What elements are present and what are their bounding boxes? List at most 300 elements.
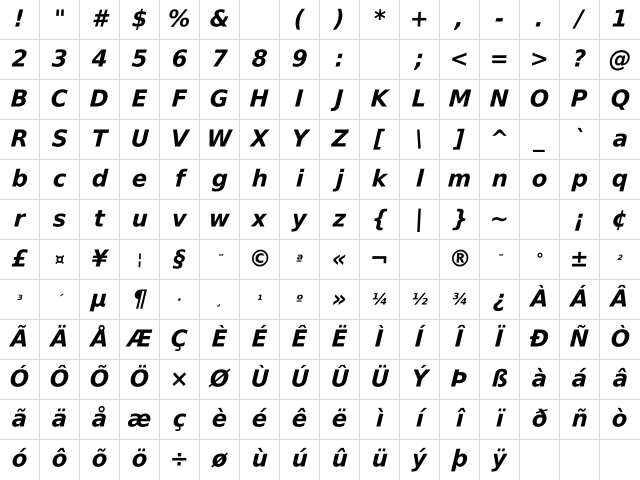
glyph-cell-r5-c4 <box>120 160 160 200</box>
glyph-character: Ê <box>291 325 308 353</box>
glyph-character: þ <box>450 446 469 473</box>
glyph-character: ¢ <box>611 205 629 233</box>
glyph-cell-r4-c9 <box>320 120 360 160</box>
glyph-cell-r7-c13 <box>480 240 520 280</box>
glyph-character: f <box>173 165 186 193</box>
glyph-character: F <box>171 85 188 113</box>
glyph-character: \ <box>414 125 425 153</box>
glyph-cell-r10-c5 <box>160 360 200 400</box>
glyph-character: ¬ <box>369 245 390 273</box>
glyph-character: ® <box>447 245 472 273</box>
glyph-cell-r9-c13 <box>480 320 520 360</box>
glyph-cell-r7-c4 <box>120 240 160 280</box>
glyph-character: Õ <box>89 365 110 393</box>
glyph-character: Ä <box>50 325 69 353</box>
glyph-cell-r9-c12 <box>440 320 480 360</box>
glyph-cell-r10-c13 <box>480 360 520 400</box>
glyph-cell-r1-c6 <box>200 0 240 40</box>
glyph-cell-r7-c9 <box>320 240 360 280</box>
glyph-cell-r9-c14 <box>520 320 560 360</box>
glyph-cell-r6-c1 <box>0 200 40 240</box>
glyph-character: À <box>530 285 549 313</box>
glyph-cell-r5-c7 <box>240 160 280 200</box>
glyph-character: C <box>50 85 69 113</box>
glyph-character: E <box>131 85 148 113</box>
glyph-cell-r11-c16 <box>600 400 640 440</box>
glyph-cell-r4-c2 <box>40 120 80 160</box>
glyph-character: ç <box>172 405 187 433</box>
glyph-cell-r12-c13 <box>480 440 520 480</box>
glyph-cell-r9-c7 <box>240 320 280 360</box>
glyph-cell-r1-c1 <box>0 0 40 40</box>
glyph-cell-r7-c16 <box>600 240 640 280</box>
glyph-character <box>419 252 420 267</box>
glyph-character: h <box>250 165 269 193</box>
glyph-character: ± <box>569 245 590 273</box>
glyph-cell-r9-c1 <box>0 320 40 360</box>
glyph-character: > <box>529 45 550 73</box>
glyph-character: J <box>334 85 345 113</box>
glyph-cell-r11-c11 <box>400 400 440 440</box>
glyph-cell-r10-c14 <box>520 360 560 400</box>
glyph-cell-r12-c15 <box>560 440 600 480</box>
glyph-cell-r9-c3 <box>80 320 120 360</box>
glyph-character: L <box>411 85 428 113</box>
glyph-character: Ö <box>129 365 150 393</box>
glyph-character: g <box>210 165 229 193</box>
glyph-cell-r2-c16 <box>600 40 640 80</box>
glyph-character: Á <box>570 285 589 313</box>
glyph-character: x <box>251 205 268 233</box>
glyph-cell-r1-c12 <box>440 0 480 40</box>
glyph-character: " <box>52 5 67 33</box>
glyph-cell-r11-c2 <box>40 400 80 440</box>
glyph-character: Í <box>414 325 425 353</box>
glyph-cell-r8-c2 <box>40 280 80 320</box>
glyph-character: 9 <box>291 45 309 73</box>
glyph-cell-r6-c2 <box>40 200 80 240</box>
glyph-character: à <box>531 365 548 393</box>
glyph-character: æ <box>127 405 152 433</box>
glyph-cell-r9-c11 <box>400 320 440 360</box>
glyph-character: Ò <box>609 325 631 353</box>
glyph-cell-r9-c2 <box>40 320 80 360</box>
glyph-cell-r11-c7 <box>240 400 280 440</box>
glyph-character: â <box>611 365 629 393</box>
glyph-character: ÿ <box>491 446 508 473</box>
glyph-character: ã <box>11 405 28 433</box>
glyph-character: q <box>611 165 629 193</box>
glyph-character: Ñ <box>569 325 590 353</box>
glyph-cell-r2-c13 <box>480 40 520 80</box>
glyph-character: ~ <box>489 205 510 233</box>
glyph-cell-r10-c8 <box>280 360 320 400</box>
glyph-character: î <box>454 405 465 433</box>
glyph-character: á <box>571 365 588 393</box>
glyph-cell-r9-c9 <box>320 320 360 360</box>
glyph-character: G <box>209 85 230 113</box>
glyph-character: ¶ <box>131 285 148 313</box>
glyph-cell-r4-c14 <box>520 120 560 160</box>
glyph-cell-r3-c14 <box>520 80 560 120</box>
glyph-character: * <box>372 5 387 33</box>
glyph-cell-r2-c3 <box>80 40 120 80</box>
glyph-cell-r4-c13 <box>480 120 520 160</box>
glyph-cell-r9-c10 <box>360 320 400 360</box>
glyph-cell-r2-c8 <box>280 40 320 80</box>
glyph-character: k <box>371 165 388 193</box>
glyph-cell-r10-c7 <box>240 360 280 400</box>
glyph-cell-r7-c7 <box>240 240 280 280</box>
glyph-character: u <box>130 205 149 233</box>
glyph-cell-r10-c9 <box>320 360 360 400</box>
glyph-character: i <box>294 165 305 193</box>
glyph-character: ÷ <box>169 446 190 473</box>
glyph-character: ò <box>611 405 629 433</box>
glyph-cell-r9-c15 <box>560 320 600 360</box>
glyph-cell-r1-c2 <box>40 0 80 40</box>
glyph-cell-r4-c8 <box>280 120 320 160</box>
glyph-character: ö <box>131 446 148 473</box>
glyph-character: é <box>251 405 268 433</box>
glyph-cell-r4-c4 <box>120 120 160 160</box>
glyph-character: . <box>534 5 545 33</box>
glyph-cell-r3-c5 <box>160 80 200 120</box>
glyph-cell-r2-c4 <box>120 40 160 80</box>
glyph-character: 6 <box>171 45 189 73</box>
glyph-character: Ý <box>410 365 429 393</box>
glyph-character: 2 <box>11 45 29 73</box>
glyph-character: p <box>570 165 589 193</box>
glyph-cell-r5-c5 <box>160 160 200 200</box>
glyph-character: v <box>171 205 188 233</box>
glyph-cell-r3-c4 <box>120 80 160 120</box>
glyph-cell-r1-c11 <box>400 0 440 40</box>
glyph-cell-r12-c16 <box>600 440 640 480</box>
glyph-cell-r12-c8 <box>280 440 320 480</box>
glyph-character: < <box>449 45 470 73</box>
glyph-cell-r8-c15 <box>560 280 600 320</box>
glyph-character: M <box>447 85 472 113</box>
glyph-character: Ì <box>374 325 385 353</box>
glyph-character: Ð <box>529 325 550 353</box>
glyph-cell-r4-c6 <box>200 120 240 160</box>
glyph-character: 3 <box>51 45 69 73</box>
glyph-cell-r5-c2 <box>40 160 80 200</box>
glyph-character: N <box>489 85 510 113</box>
glyph-cell-r1-c16 <box>600 0 640 40</box>
glyph-character: l <box>414 165 425 193</box>
glyph-cell-r2-c15 <box>560 40 600 80</box>
glyph-cell-r1-c13 <box>480 0 520 40</box>
glyph-character: r <box>13 205 26 233</box>
glyph-character: $ <box>131 5 149 33</box>
glyph-cell-r11-c5 <box>160 400 200 440</box>
glyph-character: : <box>334 45 345 73</box>
glyph-cell-r5-c10 <box>360 160 400 200</box>
glyph-cell-r8-c9 <box>320 280 360 320</box>
glyph-cell-r8-c10 <box>360 280 400 320</box>
glyph-cell-r8-c11 <box>400 280 440 320</box>
glyph-character: Ó <box>9 365 30 393</box>
glyph-character: ¡ <box>573 205 586 233</box>
glyph-cell-r5-c6 <box>200 160 240 200</box>
glyph-character: ¾ <box>451 289 468 309</box>
glyph-cell-r7-c8 <box>280 240 320 280</box>
glyph-cell-r8-c7 <box>240 280 280 320</box>
glyph-character: ë <box>331 405 348 433</box>
glyph-character: B <box>10 85 29 113</box>
glyph-cell-r3-c9 <box>320 80 360 120</box>
glyph-character: I <box>294 85 305 113</box>
glyph-character: ð <box>531 405 548 433</box>
glyph-character: d <box>90 165 109 193</box>
glyph-cell-r10-c16 <box>600 360 640 400</box>
glyph-character: Â <box>610 285 630 313</box>
glyph-character: Ç <box>170 325 189 353</box>
glyph-cell-r1-c14 <box>520 0 560 40</box>
glyph-cell-r6-c13 <box>480 200 520 240</box>
glyph-character: Æ <box>126 325 153 353</box>
glyph-cell-r11-c15 <box>560 400 600 440</box>
glyph-character: Þ <box>450 365 469 393</box>
glyph-character: É <box>251 325 268 353</box>
glyph-cell-r12-c2 <box>40 440 80 480</box>
glyph-character: @ <box>608 45 632 73</box>
glyph-character: ¤ <box>54 249 65 269</box>
glyph-character: b <box>10 165 29 193</box>
glyph-cell-r2-c7 <box>240 40 280 80</box>
glyph-cell-r6-c14 <box>520 200 560 240</box>
glyph-character: ) <box>333 5 346 33</box>
glyph-cell-r10-c3 <box>80 360 120 400</box>
glyph-character: U <box>129 125 150 153</box>
glyph-character: { <box>370 205 389 233</box>
glyph-character: W <box>206 125 233 153</box>
glyph-cell-r3-c1 <box>0 80 40 120</box>
glyph-character: Ï <box>494 325 505 353</box>
glyph-character: % <box>167 5 192 33</box>
glyph-cell-r2-c5 <box>160 40 200 80</box>
glyph-cell-r5-c1 <box>0 160 40 200</box>
glyph-cell-r2-c14 <box>520 40 560 80</box>
glyph-character: § <box>173 245 186 273</box>
glyph-cell-r7-c6 <box>200 240 240 280</box>
glyph-cell-r11-c14 <box>520 400 560 440</box>
glyph-cell-r6-c10 <box>360 200 400 240</box>
glyph-cell-r5-c3 <box>80 160 120 200</box>
glyph-character: ê <box>291 405 308 433</box>
glyph-cell-r5-c14 <box>520 160 560 200</box>
glyph-cell-r6-c4 <box>120 200 160 240</box>
glyph-cell-r8-c4 <box>120 280 160 320</box>
glyph-cell-r6-c11 <box>400 200 440 240</box>
glyph-character: ^ <box>489 125 510 153</box>
glyph-character: ¼ <box>371 289 388 309</box>
glyph-cell-r9-c8 <box>280 320 320 360</box>
glyph-cell-r6-c5 <box>160 200 200 240</box>
glyph-character: » <box>331 285 348 313</box>
glyph-character: ² <box>616 252 624 267</box>
glyph-cell-r10-c1 <box>0 360 40 400</box>
glyph-character: w <box>208 205 231 233</box>
glyph-character: ý <box>411 446 428 473</box>
glyph-character: ï <box>494 405 505 433</box>
glyph-cell-r7-c3 <box>80 240 120 280</box>
glyph-cell-r12-c6 <box>200 440 240 480</box>
glyph-character: j <box>334 165 345 193</box>
glyph-character: m <box>447 165 472 193</box>
glyph-cell-r1-c15 <box>560 0 600 40</box>
glyph-character: - <box>494 5 505 33</box>
glyph-cell-r11-c3 <box>80 400 120 440</box>
glyph-character: è <box>211 405 228 433</box>
glyph-character: × <box>169 365 190 393</box>
glyph-cell-r8-c14 <box>520 280 560 320</box>
glyph-character: ¯ <box>496 252 503 267</box>
glyph-character: ´ <box>56 292 63 307</box>
glyph-character: H <box>249 85 270 113</box>
glyph-character: t <box>93 205 106 233</box>
glyph-cell-r8-c3 <box>80 280 120 320</box>
glyph-cell-r2-c1 <box>0 40 40 80</box>
glyph-character: Ü <box>369 365 390 393</box>
glyph-character: ` <box>573 125 586 153</box>
glyph-cell-r5-c13 <box>480 160 520 200</box>
glyph-character: & <box>209 5 231 33</box>
glyph-cell-r6-c12 <box>440 200 480 240</box>
glyph-cell-r10-c10 <box>360 360 400 400</box>
glyph-character: ; <box>414 45 425 73</box>
glyph-cell-r8-c1 <box>0 280 40 320</box>
glyph-character: Ë <box>331 325 348 353</box>
glyph-character: ü <box>370 446 389 473</box>
glyph-character: _ <box>533 125 546 153</box>
glyph-cell-r3-c6 <box>200 80 240 120</box>
glyph-cell-r10-c15 <box>560 360 600 400</box>
glyph-character: µ <box>90 285 109 313</box>
glyph-cell-r2-c10 <box>360 40 400 80</box>
glyph-character: + <box>409 5 430 33</box>
glyph-character: È <box>211 325 228 353</box>
glyph-cell-r1-c8 <box>280 0 320 40</box>
glyph-cell-r12-c3 <box>80 440 120 480</box>
glyph-character: V <box>170 125 189 153</box>
glyph-cell-r7-c1 <box>0 240 40 280</box>
glyph-cell-r7-c2 <box>40 240 80 280</box>
glyph-character: e <box>131 165 148 193</box>
glyph-character: Ù <box>249 365 270 393</box>
glyph-cell-r5-c9 <box>320 160 360 200</box>
glyph-cell-r1-c3 <box>80 0 120 40</box>
glyph-cell-r2-c2 <box>40 40 80 80</box>
glyph-character: R <box>10 125 29 153</box>
glyph-character: í <box>414 405 425 433</box>
glyph-cell-r12-c5 <box>160 440 200 480</box>
glyph-character: ( <box>293 5 306 33</box>
glyph-character: å <box>91 405 108 433</box>
glyph-character: D <box>89 85 110 113</box>
glyph-character: 8 <box>251 45 269 73</box>
glyph-character: Î <box>454 325 465 353</box>
glyph-cell-r4-c10 <box>360 120 400 160</box>
glyph-cell-r3-c11 <box>400 80 440 120</box>
glyph-character: Y <box>290 125 309 153</box>
glyph-cell-r4-c11 <box>400 120 440 160</box>
glyph-cell-r12-c9 <box>320 440 360 480</box>
glyph-cell-r11-c6 <box>200 400 240 440</box>
glyph-character: y <box>291 205 308 233</box>
glyph-character: ½ <box>411 289 428 309</box>
glyph-character: } <box>450 205 469 233</box>
glyph-cell-r12-c11 <box>400 440 440 480</box>
glyph-cell-r11-c12 <box>440 400 480 440</box>
glyph-character: ñ <box>570 405 589 433</box>
glyph-cell-r12-c7 <box>240 440 280 480</box>
glyph-cell-r6-c15 <box>560 200 600 240</box>
glyph-character: z <box>332 205 347 233</box>
glyph-character: ß <box>490 365 509 393</box>
glyph-cell-r3-c15 <box>560 80 600 120</box>
glyph-cell-r2-c11 <box>400 40 440 80</box>
glyph-character: [ <box>373 125 386 153</box>
glyph-cell-r6-c3 <box>80 200 120 240</box>
glyph-character: Ã <box>10 325 29 353</box>
glyph-character: ô <box>51 446 68 473</box>
glyph-character: û <box>330 446 349 473</box>
glyph-cell-r1-c9 <box>320 0 360 40</box>
glyph-character: © <box>247 245 272 273</box>
glyph-cell-r7-c11 <box>400 240 440 280</box>
glyph-character: £ <box>11 245 29 273</box>
glyph-cell-r4-c1 <box>0 120 40 160</box>
glyph-cell-r9-c5 <box>160 320 200 360</box>
glyph-cell-r11-c4 <box>120 400 160 440</box>
glyph-cell-r12-c4 <box>120 440 160 480</box>
glyph-cell-r4-c15 <box>560 120 600 160</box>
glyph-character: P <box>570 85 589 113</box>
glyph-character: ú <box>290 446 309 473</box>
glyph-cell-r6-c7 <box>240 200 280 240</box>
glyph-character: c <box>52 165 67 193</box>
glyph-cell-r5-c16 <box>600 160 640 200</box>
glyph-character: # <box>91 5 109 33</box>
glyph-cell-r2-c9 <box>320 40 360 80</box>
glyph-character: Û <box>329 365 350 393</box>
glyph-cell-r10-c12 <box>440 360 480 400</box>
glyph-cell-r6-c8 <box>280 200 320 240</box>
glyph-cell-r10-c11 <box>400 360 440 400</box>
glyph-character: 1 <box>611 5 629 33</box>
glyph-cell-r10-c2 <box>40 360 80 400</box>
glyph-character: | <box>414 205 425 233</box>
glyph-cell-r2-c12 <box>440 40 480 80</box>
glyph-character: ¦ <box>136 249 143 269</box>
glyph-character: « <box>331 245 348 273</box>
glyph-character: ì <box>374 405 385 433</box>
glyph-cell-r12-c1 <box>0 440 40 480</box>
glyph-cell-r7-c15 <box>560 240 600 280</box>
glyph-character: õ <box>91 446 108 473</box>
glyph-cell-r8-c13 <box>480 280 520 320</box>
glyph-character: K <box>370 85 389 113</box>
glyph-cell-r4-c16 <box>600 120 640 160</box>
glyph-cell-r7-c12 <box>440 240 480 280</box>
glyph-character: ª <box>295 252 304 267</box>
glyph-character: ù <box>250 446 269 473</box>
glyph-character: Å <box>90 325 109 353</box>
glyph-cell-r12-c10 <box>360 440 400 480</box>
